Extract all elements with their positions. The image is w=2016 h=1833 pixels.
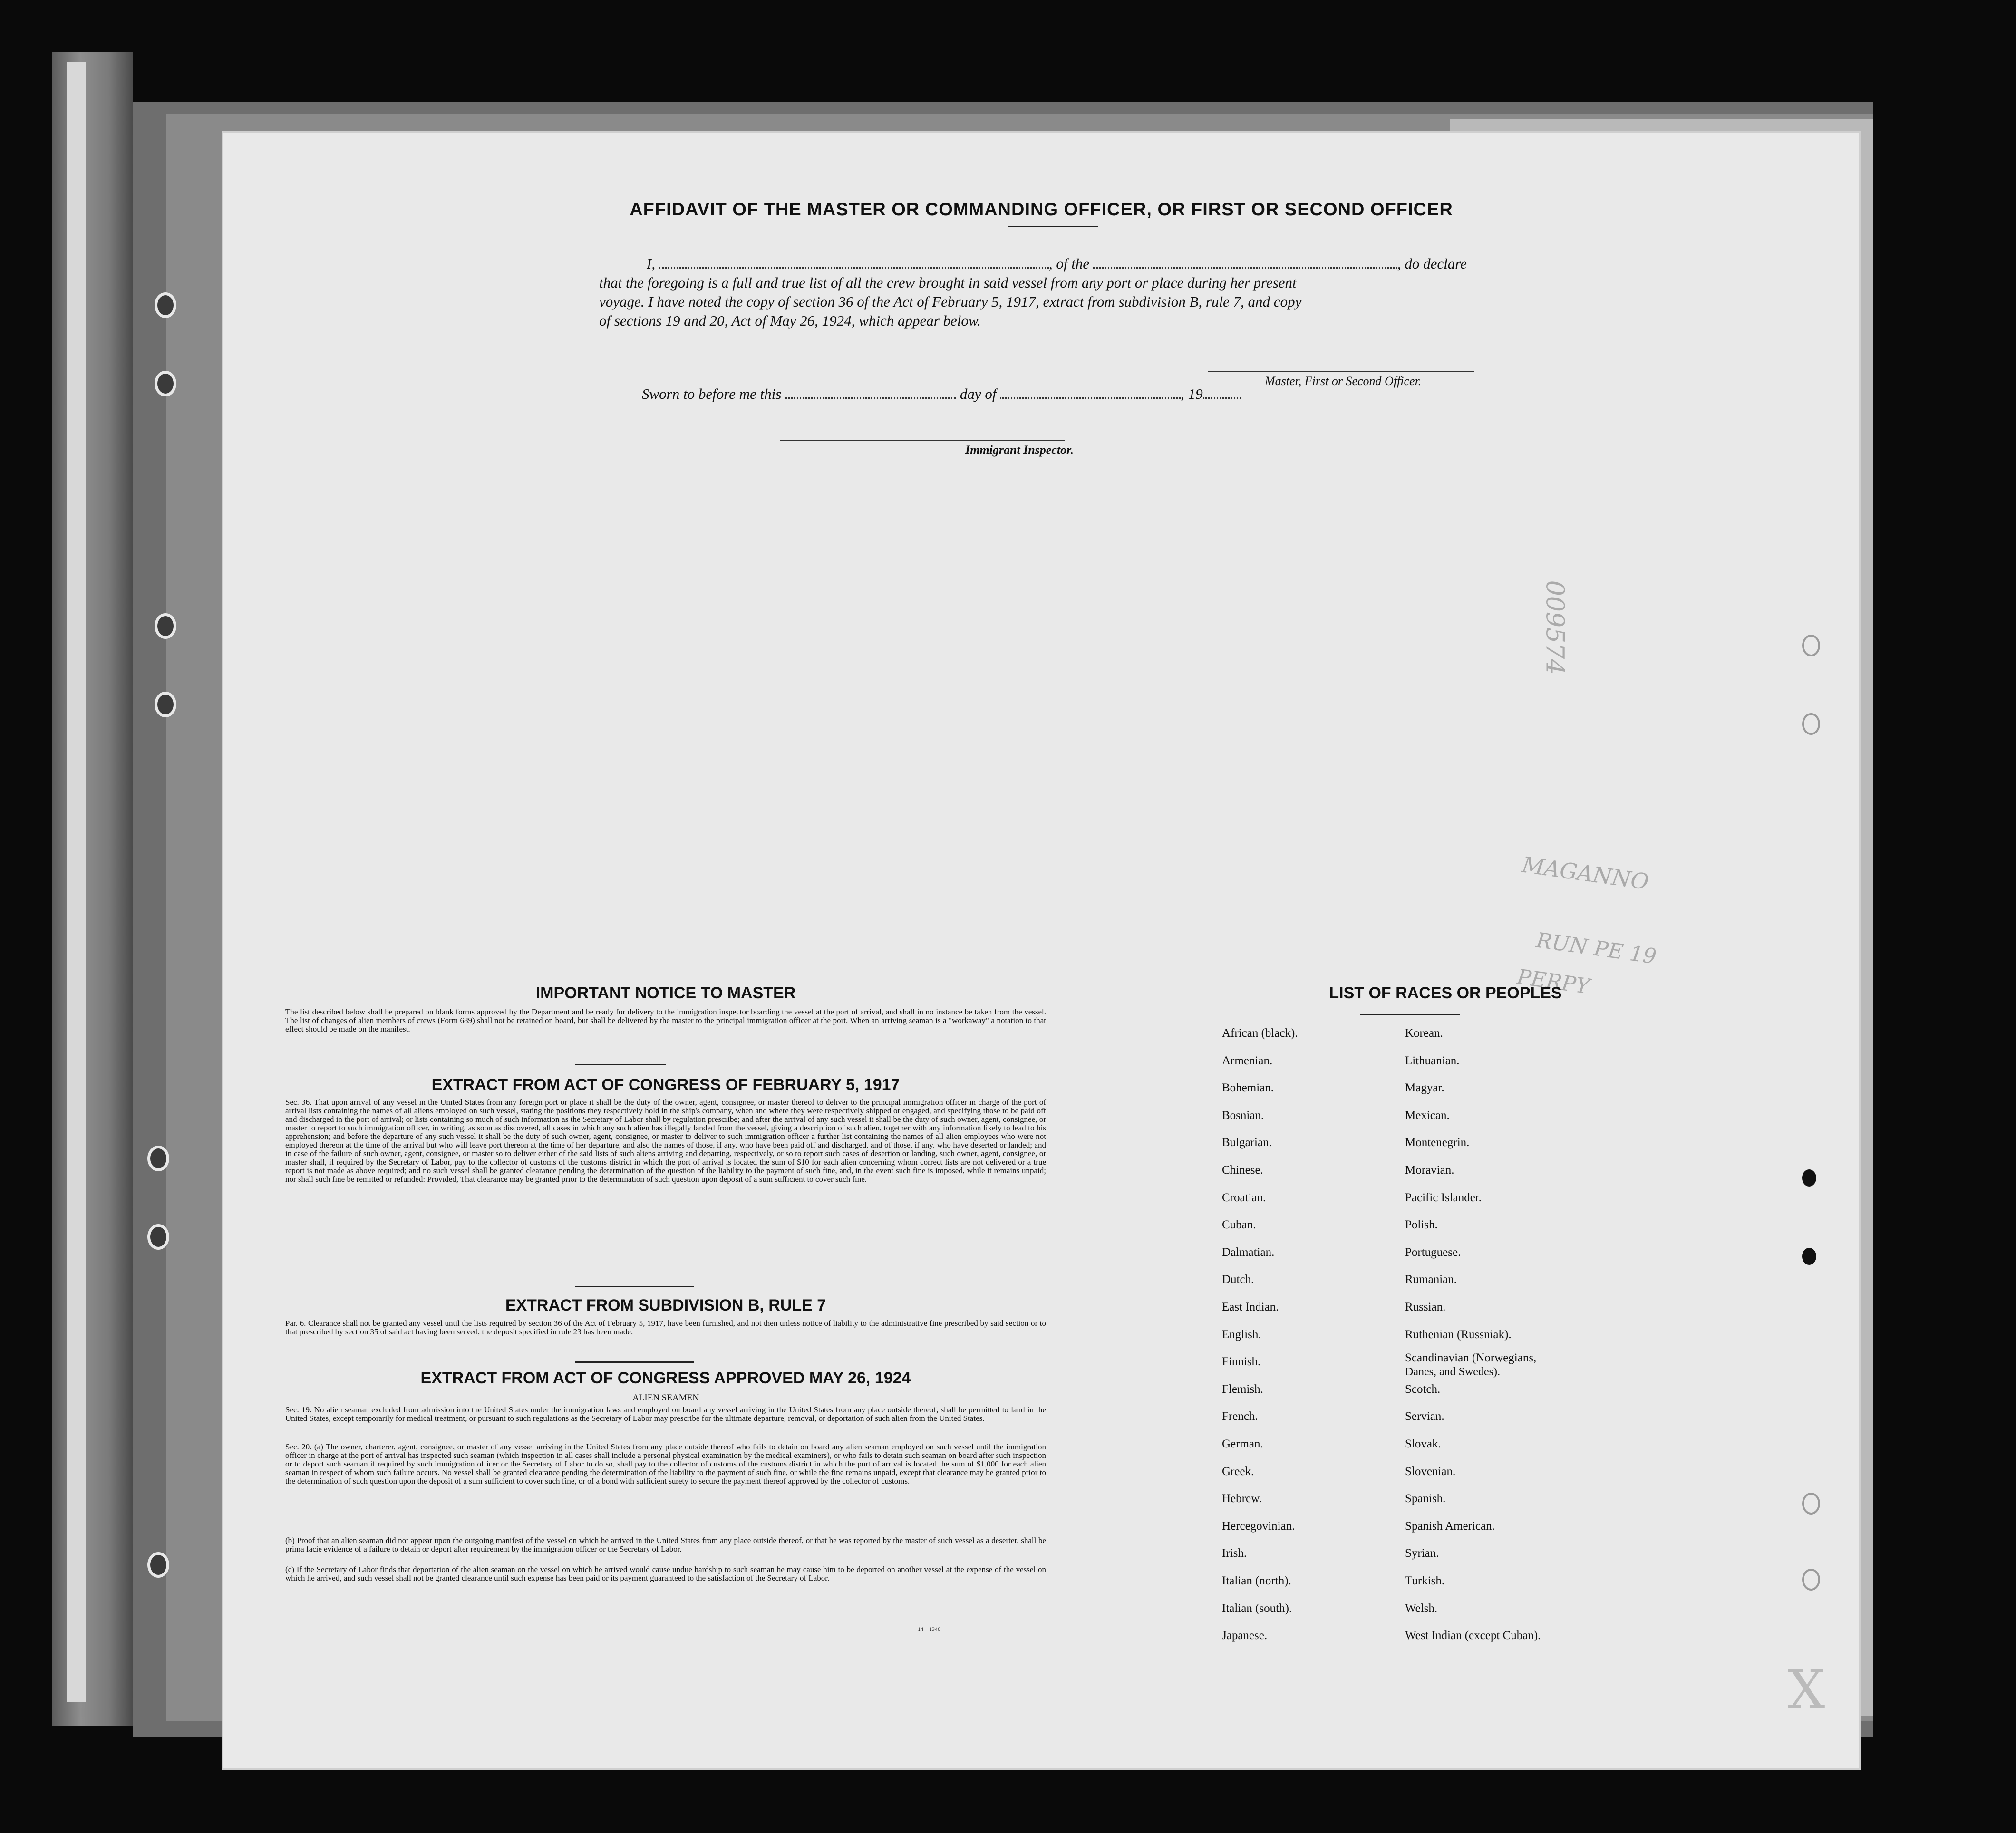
divider — [575, 1064, 666, 1065]
race-item-left: East Indian. — [1222, 1301, 1279, 1313]
race-item-left: Bulgarian. — [1222, 1136, 1272, 1149]
race-item-right: West Indian (except Cuban). — [1405, 1629, 1541, 1642]
inspector-signature-line — [780, 440, 1065, 441]
affidavit-line3: voyage. I have noted the copy of section 36 of the Act of February 5, 1917, extract from subdivision B, rule 7, and copy — [599, 293, 1302, 310]
race-item-left: Greek. — [1222, 1465, 1254, 1478]
race-item-right: Ruthenian (Russniak). — [1405, 1328, 1512, 1341]
race-item-right: Servian. — [1405, 1410, 1444, 1423]
sworn-text: Sworn to before me this — [642, 386, 782, 402]
binder-hole — [147, 1146, 169, 1171]
race-item-right: Scandinavian (Norwegians, — [1405, 1351, 1537, 1365]
inspector-label: Immigrant Inspector. — [965, 443, 1074, 457]
manifest-page — [223, 133, 1859, 1768]
handwritten-number: 009574 — [1540, 580, 1569, 675]
notice-text: The list described below shall be prepared on blank forms approved by the Department and be ready for delivery to the immigration inspector boarding the vessel at the port of arrival, and shall in no instance be taken from the vessel. The list of changes of alien members of crews (Form 689) shall not be retained on board, but shall be delivered by the master to the principal immigration officer at the port. When an arriving seaman is a "workaway" a notation to that effect should be made on the manifest. — [285, 1007, 1046, 1033]
race-item-right: Rumanian. — [1405, 1273, 1457, 1286]
race-item-right: Polish. — [1405, 1218, 1438, 1232]
race-item-left: Hercegovinian. — [1222, 1519, 1295, 1533]
race-item-left: Finnish. — [1222, 1355, 1261, 1369]
sec-20c-text: (c) If the Secretary of Labor finds that deportation of the alien seaman on the vessel on which he arrived would cause undue hardship to such seaman he may cause him to be deported on another vessel at the expense of the vessel on which he arrived, and such vessel shall not be granted clearance until such expense has been paid or its payment guaranteed to the satisfaction of the Secretary of Labor. — [285, 1565, 1046, 1582]
punch-hole — [1802, 713, 1820, 735]
name-blank — [659, 255, 1049, 269]
race-item-right: Portuguese. — [1405, 1245, 1461, 1259]
binder-hole — [155, 371, 176, 396]
binder-hole — [147, 1552, 169, 1578]
binder-edge — [67, 62, 86, 1702]
handwritten-note: RUN PE 19 — [1534, 928, 1658, 969]
race-item-left: Irish. — [1222, 1547, 1247, 1560]
race-item-continuation: Danes, and Swedes). — [1405, 1366, 1500, 1378]
day-blank — [785, 385, 956, 399]
race-item-right: Pacific Islander. — [1405, 1191, 1482, 1204]
extract-1917-text: Sec. 36. That upon arrival of any vessel in the United States from any foreign port or place it shall be the duty of the owner, agent, consignee, or master thereof to deliver to the principal immigration officer in charge of the port of arrival lists containing the names of all aliens employed on such vessel, stating the positions they respectively hold in the ship's company, when and where they were respectively shipped or engaged, and specifying those to be paid off and discharged in the port of arrival; or lists containing so much of such information as the Secretary of Labor shall by regulation prescribe; and after the arrival of any such vessel it shall be the duty of such owner, agent, consignee, or master to report to such immigration officer, in writing, as soon as discovered, all cases in which any such alien has illegally landed from the vessel, giving a description of such alien, together with any information likely to lead to his apprehension; and before the departure of any such vessel it shall be the duty of such owner, agent, consignee, or master to deliver to such immigration officer a further list containing the names of all alien employees who were not employed thereon at the time of the arrival but who will leave port thereon at the time of her departure, and also the names of those, if any, who have been paid off and discharged, and of those, if any, who have deserted or landed; and in case of the failure of such owner, agent, consignee, or master so to deliver either of the said lists of such aliens arriving and departing, respectively, or so to report such cases of desertion or landing, such owner, agent, consignee, or master shall, if required by the Secretary of Labor, pay to the collector of customs of the customs district in which the port of arrival is located the sum of $10 for each alien concerning whom correct lists are not delivered or a true report is not made as above required; and no such vessel shall be granted clearance pending the determination of the question of the liability to the payment of such fine, and, in the event such fine is imposed, while it remains unpaid; nor shall such fine be remitted or refunded: Provided, That clearance may be granted prior to the determination of such question upon deposit of a sum sufficient to cover such fine. — [285, 1098, 1046, 1184]
race-item-left: Italian (north). — [1222, 1574, 1291, 1587]
race-item-right: Slovak. — [1405, 1437, 1441, 1450]
sec-20b-text: (b) Proof that an alien seaman did not appear upon the outgoing manifest of the vessel on which he arrived in the United States from any place outside thereof, or that he was reported by the master of such vessel as a deserter, shall be prima facie evidence of a failure to detain or deport after requirement by the immigration officer or the Secretary of Labor. — [285, 1536, 1046, 1553]
race-item-right: Lithuanian. — [1405, 1054, 1460, 1067]
race-item-left: Flemish. — [1222, 1382, 1263, 1396]
race-item-right: Turkish. — [1405, 1574, 1445, 1587]
race-item-left: Hebrew. — [1222, 1492, 1262, 1505]
punch-hole — [1802, 1493, 1820, 1515]
punch-hole — [1802, 635, 1820, 656]
punch-hole — [1802, 1569, 1820, 1591]
race-item-left: African (black). — [1222, 1027, 1298, 1040]
race-item-right: Russian. — [1405, 1301, 1446, 1313]
race-item-right: Spanish American. — [1405, 1519, 1495, 1533]
race-item-right: Welsh. — [1405, 1601, 1438, 1615]
sworn-line — [642, 385, 1241, 403]
race-item-left: Italian (south). — [1222, 1601, 1292, 1615]
affidavit-of-the: , of the — [1048, 255, 1090, 272]
race-item-right: Mexican. — [1405, 1109, 1450, 1122]
handwritten-name: MAGANNO — [1520, 851, 1650, 895]
vessel-blank — [1093, 255, 1397, 269]
race-item-left: Chinese. — [1222, 1164, 1263, 1177]
subdivision-b-title: EXTRACT FROM SUBDIVISION B, RULE 7 — [505, 1296, 826, 1314]
form-number: 14—1340 — [918, 1626, 940, 1632]
affidavit-line4: of sections 19 and 20, Act of May 26, 1924, which appear below. — [599, 312, 981, 329]
binder-hole — [155, 692, 176, 717]
extract-1924-title: EXTRACT FROM ACT OF CONGRESS APPROVED MAY 26, 1924 — [420, 1369, 911, 1387]
binder-hole — [155, 292, 176, 318]
race-item-left: French. — [1222, 1410, 1258, 1423]
sec-19-text: Sec. 19. No alien seaman excluded from admission into the United States under the immigration laws and employed on board any vessel arriving in the United States from any place outside thereof, shall be permitted to land in the United States, except temporarily for medical treatment, or pursuant to such regulations as the Secretary of Labor may prescribe for the ultimate departure, removal, or deportation of such alien from the United States. — [285, 1405, 1046, 1423]
binder-strip — [52, 52, 133, 1726]
races-title: LIST OF RACES OR PEOPLES — [1329, 984, 1562, 1002]
affidavit-line2: that the foregoing is a full and true list of all the crew brought in said vessel from any port or place during her present — [599, 274, 1297, 291]
subdivision-b-text: Par. 6. Clearance shall not be granted any vessel until the lists required by section 36 of the Act of February 5, 1917, have been furnished, and not then unless notice of liability to the administrative fine prescribed by said section or to that prescribed by section 35 of said act having been served, the deposit specified in rule 23 has been made. — [285, 1319, 1046, 1336]
divider — [575, 1361, 694, 1363]
alien-seamen-subtitle: ALIEN SEAMEN — [632, 1393, 699, 1403]
race-item-right: Korean. — [1405, 1027, 1443, 1040]
race-item-right: Spanish. — [1405, 1492, 1446, 1505]
binder-hole — [155, 613, 176, 639]
year-blank — [1203, 385, 1241, 399]
race-item-right: Scotch. — [1405, 1382, 1441, 1396]
affidavit-title: AFFIDAVIT OF THE MASTER OR COMMANDING OFFICER, OR FIRST OR SECOND OFFICER — [630, 200, 1453, 220]
affidavit-i: I, — [647, 255, 656, 272]
extract-1917-title: EXTRACT FROM ACT OF CONGRESS OF FEBRUARY 5, 1917 — [431, 1076, 900, 1094]
punch-hole — [1802, 1169, 1816, 1187]
race-item-left: Croatian. — [1222, 1191, 1266, 1204]
race-item-right: Magyar. — [1405, 1081, 1444, 1095]
master-signature-line — [1208, 371, 1474, 372]
divider — [575, 1286, 694, 1287]
race-item-left: Japanese. — [1222, 1629, 1268, 1642]
race-item-left: Armenian. — [1222, 1054, 1273, 1067]
affidavit-text — [599, 254, 1493, 330]
handwritten-note-2: PERPY — [1515, 965, 1591, 999]
race-item-left: Cuban. — [1222, 1218, 1256, 1232]
punch-hole — [1802, 1248, 1816, 1265]
month-blank — [1000, 385, 1181, 399]
day-of-text: day of — [960, 386, 997, 402]
race-item-left: German. — [1222, 1437, 1263, 1450]
binder-hole — [147, 1224, 169, 1250]
divider — [1360, 1014, 1460, 1015]
race-item-right: Syrian. — [1405, 1547, 1439, 1560]
race-item-left: English. — [1222, 1328, 1261, 1341]
divider — [1008, 226, 1098, 227]
sec-20a-text: Sec. 20. (a) The owner, charterer, agent, consignee, or master of any vessel arriving in the United States from any place outside thereof who fails to detain on board any alien seaman employed on such vessel until the immigration officer in charge at the port of arrival has inspected such seaman (which inspection in all cases shall include a personal physical examination by the medical examiners), or who fails to detain such seaman on board after such inspection or to deport such seaman if required by such immigration officer or the Secretary of Labor to do so, shall pay to the collector of customs of the customs district in which the port of arrival is located the sum of $1,000 for each alien seaman in respect of whom such failure occurs. No vessel shall be granted clearance pending the determination of the liability to the payment of such fine, or while the fine remains unpaid, except that clearance may be granted prior to the determination of such question upon the deposit of a sum sufficient to cover such fine, or of a bond with sufficient surety to secure the payment thereof approved by the collector of customs. — [285, 1442, 1046, 1486]
year-prefix: , 19 — [1181, 386, 1203, 402]
affidavit-declare: , do declare — [1397, 255, 1467, 272]
race-item-right: Moravian. — [1405, 1164, 1454, 1177]
notice-title: IMPORTANT NOTICE TO MASTER — [535, 984, 796, 1002]
race-item-right: Slovenian. — [1405, 1465, 1456, 1478]
corner-mark: X — [1788, 1659, 1825, 1720]
race-item-left: Dutch. — [1222, 1273, 1254, 1286]
race-item-right: Montenegrin. — [1405, 1136, 1470, 1149]
race-item-left: Bohemian. — [1222, 1081, 1274, 1095]
race-item-left: Dalmatian. — [1222, 1245, 1275, 1259]
race-item-left: Bosnian. — [1222, 1109, 1264, 1122]
master-label: Master, First or Second Officer. — [1265, 374, 1422, 388]
